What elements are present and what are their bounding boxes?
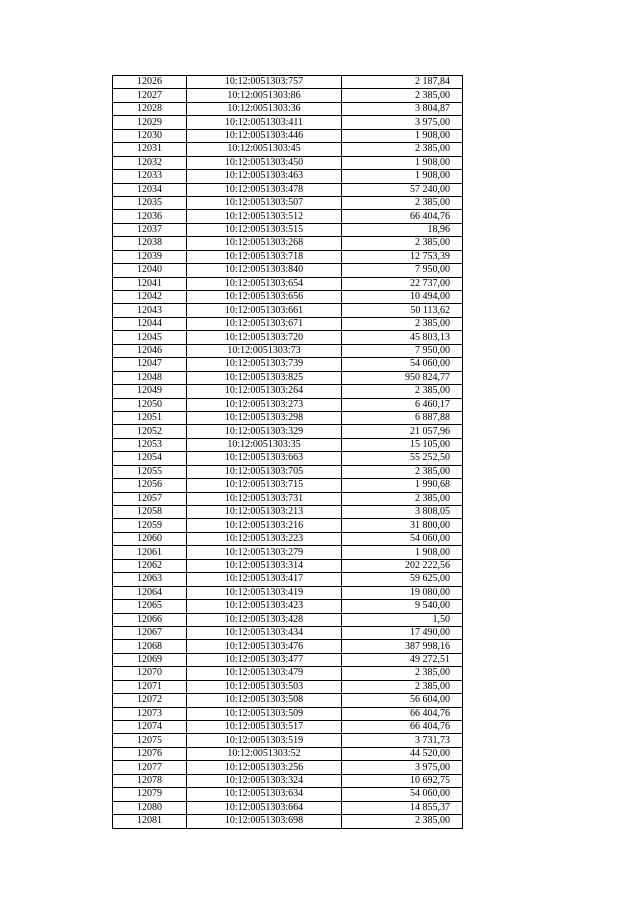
table-row <box>113 237 463 250</box>
row-number-cell: 12060 <box>113 532 187 545</box>
cadastral-number-cell: 10:12:0051303:36 <box>187 102 342 115</box>
amount-cell: 44 520,00 <box>342 747 463 760</box>
row-number-cell: 12075 <box>113 734 187 747</box>
cadastral-number-cell: 10:12:0051303:715 <box>187 479 342 492</box>
cadastral-number-cell: 10:12:0051303:739 <box>187 358 342 371</box>
table-row <box>113 223 463 236</box>
amount-cell: 6 460,17 <box>342 398 463 411</box>
amount-cell: 31 800,00 <box>342 519 463 532</box>
table-row <box>113 196 463 209</box>
table-row <box>113 707 463 720</box>
cadastral-number-cell: 10:12:0051303:698 <box>187 815 342 828</box>
cadastral-number-cell: 10:12:0051303:663 <box>187 452 342 465</box>
cadastral-number-cell: 10:12:0051303:463 <box>187 170 342 183</box>
amount-cell: 2 385,00 <box>342 667 463 680</box>
cadastral-number-cell: 10:12:0051303:825 <box>187 371 342 384</box>
row-number-cell: 12032 <box>113 156 187 169</box>
table-row <box>113 129 463 142</box>
amount-cell: 9 540,00 <box>342 600 463 613</box>
amount-cell: 17 490,00 <box>342 626 463 639</box>
cadastral-number-cell: 10:12:0051303:86 <box>187 89 342 102</box>
row-number-cell: 12051 <box>113 411 187 424</box>
table-row <box>113 774 463 787</box>
amount-cell: 50 113,62 <box>342 304 463 317</box>
row-number-cell: 12067 <box>113 626 187 639</box>
amount-cell: 202 222,56 <box>342 559 463 572</box>
table-row <box>113 546 463 559</box>
amount-cell: 7 950,00 <box>342 264 463 277</box>
row-number-cell: 12066 <box>113 613 187 626</box>
amount-cell: 3 731,73 <box>342 734 463 747</box>
amount-cell: 950 824,77 <box>342 371 463 384</box>
cadastral-number-cell: 10:12:0051303:840 <box>187 264 342 277</box>
amount-cell: 54 060,00 <box>342 358 463 371</box>
row-number-cell: 12078 <box>113 774 187 787</box>
table-row <box>113 277 463 290</box>
amount-cell: 3 808,05 <box>342 506 463 519</box>
row-number-cell: 12043 <box>113 304 187 317</box>
table-row <box>113 116 463 129</box>
cadastral-number-cell: 10:12:0051303:273 <box>187 398 342 411</box>
row-number-cell: 12054 <box>113 452 187 465</box>
table-row <box>113 626 463 639</box>
cadastral-number-cell: 10:12:0051303:720 <box>187 331 342 344</box>
table-row <box>113 344 463 357</box>
table-row <box>113 371 463 384</box>
amount-cell: 54 060,00 <box>342 532 463 545</box>
row-number-cell: 12047 <box>113 358 187 371</box>
cadastral-number-cell: 10:12:0051303:515 <box>187 223 342 236</box>
cadastral-number-cell: 10:12:0051303:661 <box>187 304 342 317</box>
row-number-cell: 12057 <box>113 492 187 505</box>
amount-cell: 54 060,00 <box>342 788 463 801</box>
amount-cell: 2 385,00 <box>342 196 463 209</box>
amount-cell: 387 998,16 <box>342 640 463 653</box>
row-number-cell: 12056 <box>113 479 187 492</box>
table-row <box>113 801 463 814</box>
cadastral-number-cell: 10:12:0051303:213 <box>187 506 342 519</box>
table-row <box>113 479 463 492</box>
cadastral-number-cell: 10:12:0051303:478 <box>187 183 342 196</box>
cadastral-number-cell: 10:12:0051303:52 <box>187 747 342 760</box>
cadastral-number-cell: 10:12:0051303:450 <box>187 156 342 169</box>
cadastral-number-cell: 10:12:0051303:731 <box>187 492 342 505</box>
row-number-cell: 12069 <box>113 653 187 666</box>
table-row <box>113 76 463 89</box>
table-row <box>113 532 463 545</box>
cadastral-number-cell: 10:12:0051303:507 <box>187 196 342 209</box>
amount-cell: 56 604,00 <box>342 694 463 707</box>
amount-cell: 6 887,88 <box>342 411 463 424</box>
amount-cell: 3 975,00 <box>342 761 463 774</box>
amount-cell: 10 692,75 <box>342 774 463 787</box>
cadastral-number-cell: 10:12:0051303:664 <box>187 801 342 814</box>
amount-cell: 21 057,96 <box>342 425 463 438</box>
amount-cell: 2 187,84 <box>342 76 463 89</box>
row-number-cell: 12071 <box>113 680 187 693</box>
cadastral-number-cell: 10:12:0051303:517 <box>187 721 342 734</box>
amount-cell: 19 080,00 <box>342 586 463 599</box>
table-row <box>113 385 463 398</box>
table-row <box>113 653 463 666</box>
cadastral-number-cell: 10:12:0051303:264 <box>187 385 342 398</box>
table-row <box>113 156 463 169</box>
table-row <box>113 425 463 438</box>
row-number-cell: 12040 <box>113 264 187 277</box>
row-number-cell: 12029 <box>113 116 187 129</box>
table-row <box>113 761 463 774</box>
amount-cell: 1,50 <box>342 613 463 626</box>
table-row <box>113 250 463 263</box>
amount-cell: 1 908,00 <box>342 170 463 183</box>
row-number-cell: 12028 <box>113 102 187 115</box>
amount-cell: 18,96 <box>342 223 463 236</box>
cadastral-number-cell: 10:12:0051303:314 <box>187 559 342 572</box>
cadastral-number-cell: 10:12:0051303:503 <box>187 680 342 693</box>
row-number-cell: 12050 <box>113 398 187 411</box>
amount-cell: 1 908,00 <box>342 156 463 169</box>
cadastral-number-cell: 10:12:0051303:634 <box>187 788 342 801</box>
amount-cell: 1 908,00 <box>342 129 463 142</box>
table-row <box>113 210 463 223</box>
amount-cell: 15 105,00 <box>342 438 463 451</box>
cadastral-number-cell: 10:12:0051303:477 <box>187 653 342 666</box>
row-number-cell: 12070 <box>113 667 187 680</box>
cadastral-number-cell: 10:12:0051303:256 <box>187 761 342 774</box>
table-row <box>113 559 463 572</box>
cadastral-number-cell: 10:12:0051303:509 <box>187 707 342 720</box>
amount-cell: 2 385,00 <box>342 815 463 828</box>
amount-cell: 2 385,00 <box>342 465 463 478</box>
table-row <box>113 465 463 478</box>
amount-cell: 1 908,00 <box>342 546 463 559</box>
row-number-cell: 12042 <box>113 291 187 304</box>
row-number-cell: 12080 <box>113 801 187 814</box>
amount-cell: 2 385,00 <box>342 317 463 330</box>
cadastral-number-cell: 10:12:0051303:419 <box>187 586 342 599</box>
cadastral-number-cell: 10:12:0051303:423 <box>187 600 342 613</box>
amount-cell: 22 737,00 <box>342 277 463 290</box>
row-number-cell: 12073 <box>113 707 187 720</box>
table-row <box>113 143 463 156</box>
cadastral-number-cell: 10:12:0051303:656 <box>187 291 342 304</box>
cadastral-number-cell: 10:12:0051303:508 <box>187 694 342 707</box>
cadastral-number-cell: 10:12:0051303:35 <box>187 438 342 451</box>
table-row <box>113 398 463 411</box>
row-number-cell: 12046 <box>113 344 187 357</box>
row-number-cell: 12058 <box>113 506 187 519</box>
table-row <box>113 573 463 586</box>
cadastral-number-cell: 10:12:0051303:324 <box>187 774 342 787</box>
table-row <box>113 317 463 330</box>
row-number-cell: 12044 <box>113 317 187 330</box>
table-row <box>113 89 463 102</box>
table-row <box>113 721 463 734</box>
cadastral-number-cell: 10:12:0051303:757 <box>187 76 342 89</box>
table-row <box>113 411 463 424</box>
cadastral-number-cell: 10:12:0051303:268 <box>187 237 342 250</box>
table-row <box>113 170 463 183</box>
amount-cell: 57 240,00 <box>342 183 463 196</box>
amount-cell: 7 950,00 <box>342 344 463 357</box>
amount-cell: 66 404,76 <box>342 210 463 223</box>
table-row <box>113 304 463 317</box>
row-number-cell: 12063 <box>113 573 187 586</box>
table-row <box>113 586 463 599</box>
row-number-cell: 12045 <box>113 331 187 344</box>
cadastral-number-cell: 10:12:0051303:671 <box>187 317 342 330</box>
cadastral-number-cell: 10:12:0051303:476 <box>187 640 342 653</box>
row-number-cell: 12039 <box>113 250 187 263</box>
table-row <box>113 667 463 680</box>
table-row <box>113 815 463 828</box>
table-row <box>113 613 463 626</box>
cadastral-number-cell: 10:12:0051303:223 <box>187 532 342 545</box>
cadastral-number-cell: 10:12:0051303:512 <box>187 210 342 223</box>
amount-cell: 14 855,37 <box>342 801 463 814</box>
row-number-cell: 12031 <box>113 143 187 156</box>
table-row <box>113 519 463 532</box>
cadastral-number-cell: 10:12:0051303:479 <box>187 667 342 680</box>
amount-cell: 10 494,00 <box>342 291 463 304</box>
amount-cell: 66 404,76 <box>342 707 463 720</box>
table-row <box>113 600 463 613</box>
table-row <box>113 102 463 115</box>
table-row <box>113 747 463 760</box>
table-row <box>113 452 463 465</box>
row-number-cell: 12064 <box>113 586 187 599</box>
cadastral-number-cell: 10:12:0051303:705 <box>187 465 342 478</box>
table-row <box>113 694 463 707</box>
table-row <box>113 640 463 653</box>
row-number-cell: 12055 <box>113 465 187 478</box>
row-number-cell: 12038 <box>113 237 187 250</box>
table-row <box>113 183 463 196</box>
amount-cell: 2 385,00 <box>342 680 463 693</box>
amount-cell: 49 272,51 <box>342 653 463 666</box>
row-number-cell: 12077 <box>113 761 187 774</box>
row-number-cell: 12041 <box>113 277 187 290</box>
amount-cell: 3 975,00 <box>342 116 463 129</box>
row-number-cell: 12068 <box>113 640 187 653</box>
data-table <box>112 75 463 829</box>
cadastral-number-cell: 10:12:0051303:73 <box>187 344 342 357</box>
cadastral-number-cell: 10:12:0051303:434 <box>187 626 342 639</box>
row-number-cell: 12062 <box>113 559 187 572</box>
row-number-cell: 12061 <box>113 546 187 559</box>
table-row <box>113 438 463 451</box>
table-row <box>113 734 463 747</box>
row-number-cell: 12065 <box>113 600 187 613</box>
row-number-cell: 12048 <box>113 371 187 384</box>
row-number-cell: 12030 <box>113 129 187 142</box>
cadastral-number-cell: 10:12:0051303:279 <box>187 546 342 559</box>
amount-cell: 55 252,50 <box>342 452 463 465</box>
amount-cell: 59 625,00 <box>342 573 463 586</box>
row-number-cell: 12072 <box>113 694 187 707</box>
row-number-cell: 12053 <box>113 438 187 451</box>
amount-cell: 12 753,39 <box>342 250 463 263</box>
amount-cell: 2 385,00 <box>342 385 463 398</box>
table-row <box>113 492 463 505</box>
table-row <box>113 506 463 519</box>
cadastral-number-cell: 10:12:0051303:428 <box>187 613 342 626</box>
row-number-cell: 12081 <box>113 815 187 828</box>
cadastral-number-cell: 10:12:0051303:446 <box>187 129 342 142</box>
amount-cell: 2 385,00 <box>342 89 463 102</box>
amount-cell: 45 803,13 <box>342 331 463 344</box>
table-body <box>113 76 463 829</box>
cadastral-number-cell: 10:12:0051303:298 <box>187 411 342 424</box>
table-row <box>113 291 463 304</box>
row-number-cell: 12076 <box>113 747 187 760</box>
amount-cell: 3 804,87 <box>342 102 463 115</box>
cadastral-number-cell: 10:12:0051303:411 <box>187 116 342 129</box>
row-number-cell: 12059 <box>113 519 187 532</box>
row-number-cell: 12034 <box>113 183 187 196</box>
table-row <box>113 680 463 693</box>
row-number-cell: 12074 <box>113 721 187 734</box>
amount-cell: 66 404,76 <box>342 721 463 734</box>
table-row <box>113 788 463 801</box>
cadastral-number-cell: 10:12:0051303:216 <box>187 519 342 532</box>
amount-cell: 2 385,00 <box>342 492 463 505</box>
cadastral-number-cell: 10:12:0051303:329 <box>187 425 342 438</box>
cadastral-number-cell: 10:12:0051303:417 <box>187 573 342 586</box>
table-row <box>113 264 463 277</box>
table-row <box>113 358 463 371</box>
amount-cell: 2 385,00 <box>342 237 463 250</box>
row-number-cell: 12035 <box>113 196 187 209</box>
amount-cell: 2 385,00 <box>342 143 463 156</box>
row-number-cell: 12052 <box>113 425 187 438</box>
cadastral-number-cell: 10:12:0051303:45 <box>187 143 342 156</box>
row-number-cell: 12049 <box>113 385 187 398</box>
row-number-cell: 12026 <box>113 76 187 89</box>
cadastral-number-cell: 10:12:0051303:519 <box>187 734 342 747</box>
row-number-cell: 12037 <box>113 223 187 236</box>
row-number-cell: 12027 <box>113 89 187 102</box>
row-number-cell: 12033 <box>113 170 187 183</box>
table-row <box>113 331 463 344</box>
amount-cell: 1 990,68 <box>342 479 463 492</box>
cadastral-number-cell: 10:12:0051303:718 <box>187 250 342 263</box>
row-number-cell: 12079 <box>113 788 187 801</box>
cadastral-number-cell: 10:12:0051303:654 <box>187 277 342 290</box>
row-number-cell: 12036 <box>113 210 187 223</box>
